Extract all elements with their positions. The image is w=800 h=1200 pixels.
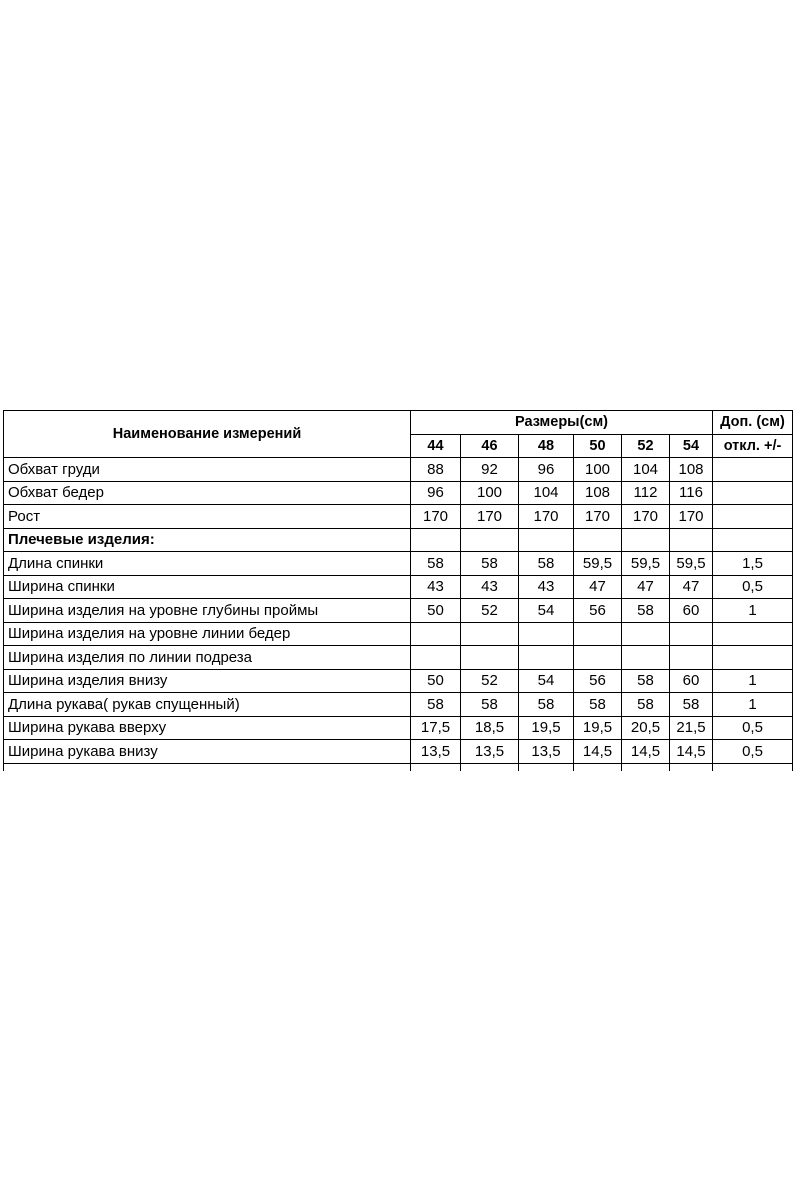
size-value-cell: 52 xyxy=(461,599,519,623)
size-value-cell: 13,5 xyxy=(461,740,519,764)
deviation-cell xyxy=(713,528,793,552)
deviation-cell xyxy=(713,481,793,505)
table-row xyxy=(4,740,793,764)
size-value-cell xyxy=(670,528,713,552)
size-chart-table xyxy=(3,410,793,771)
empty-cell xyxy=(411,763,461,771)
size-value-cell xyxy=(574,622,622,646)
size-value-cell: 170 xyxy=(670,505,713,529)
size-value-cell: 19,5 xyxy=(574,716,622,740)
size-header-cell: 50 xyxy=(574,434,622,458)
size-value-cell: 96 xyxy=(411,481,461,505)
size-value-cell: 108 xyxy=(574,481,622,505)
size-value-cell: 96 xyxy=(519,458,574,482)
size-value-cell: 17,5 xyxy=(411,716,461,740)
size-value-cell xyxy=(622,622,670,646)
measurement-name: Ширина изделия на уровне линии бедер xyxy=(4,622,411,646)
table-row xyxy=(4,716,793,740)
size-value-cell: 59,5 xyxy=(574,552,622,576)
deviation-cell xyxy=(713,622,793,646)
deviation-header-line1: Доп. (см) xyxy=(713,411,793,435)
empty-cell xyxy=(461,763,519,771)
size-value-cell: 59,5 xyxy=(622,552,670,576)
size-value-cell xyxy=(574,528,622,552)
measurement-name: Длина спинки xyxy=(4,552,411,576)
size-value-cell xyxy=(411,528,461,552)
size-value-cell xyxy=(622,646,670,670)
table-row xyxy=(4,481,793,505)
size-value-cell: 56 xyxy=(574,599,622,623)
size-value-cell: 18,5 xyxy=(461,716,519,740)
size-value-cell: 59,5 xyxy=(670,552,713,576)
size-value-cell: 58 xyxy=(622,599,670,623)
size-value-cell xyxy=(670,646,713,670)
size-value-cell xyxy=(411,622,461,646)
deviation-cell: 1 xyxy=(713,669,793,693)
size-value-cell: 14,5 xyxy=(574,740,622,764)
size-value-cell: 170 xyxy=(622,505,670,529)
measurement-name: Ширина рукава вверху xyxy=(4,716,411,740)
deviation-cell xyxy=(713,646,793,670)
size-value-cell: 88 xyxy=(411,458,461,482)
size-value-cell: 170 xyxy=(411,505,461,529)
header-row-1 xyxy=(4,411,793,435)
deviation-cell: 1 xyxy=(713,599,793,623)
size-header-cell: 54 xyxy=(670,434,713,458)
measurement-name: Ширина изделия на уровне глубины проймы xyxy=(4,599,411,623)
size-header-cell: 46 xyxy=(461,434,519,458)
table-row xyxy=(4,693,793,717)
table-row xyxy=(4,669,793,693)
size-value-cell: 112 xyxy=(622,481,670,505)
size-value-cell: 60 xyxy=(670,599,713,623)
deviation-cell xyxy=(713,505,793,529)
size-value-cell: 58 xyxy=(519,552,574,576)
deviation-cell: 1 xyxy=(713,693,793,717)
measurement-name: Ширина изделия по линии подреза xyxy=(4,646,411,670)
deviation-cell: 0,5 xyxy=(713,716,793,740)
measurement-name: Ширина спинки xyxy=(4,575,411,599)
size-chart-body xyxy=(4,411,793,772)
empty-cell xyxy=(574,763,622,771)
deviation-header-line2: откл. +/- xyxy=(713,434,793,458)
section-title: Плечевые изделия: xyxy=(4,528,411,552)
size-value-cell: 60 xyxy=(670,669,713,693)
size-value-cell: 56 xyxy=(574,669,622,693)
size-value-cell: 58 xyxy=(411,693,461,717)
size-value-cell xyxy=(519,646,574,670)
table-row xyxy=(4,552,793,576)
deviation-cell: 0,5 xyxy=(713,740,793,764)
size-value-cell: 52 xyxy=(461,669,519,693)
size-value-cell: 100 xyxy=(461,481,519,505)
table-row xyxy=(4,575,793,599)
size-value-cell: 21,5 xyxy=(670,716,713,740)
size-value-cell: 13,5 xyxy=(411,740,461,764)
size-value-cell xyxy=(461,646,519,670)
size-value-cell: 58 xyxy=(519,693,574,717)
size-value-cell: 92 xyxy=(461,458,519,482)
size-value-cell: 14,5 xyxy=(622,740,670,764)
sizes-header: Размеры(см) xyxy=(411,411,713,435)
size-value-cell: 108 xyxy=(670,458,713,482)
empty-cell xyxy=(622,763,670,771)
deviation-cell: 1,5 xyxy=(713,552,793,576)
size-value-cell: 116 xyxy=(670,481,713,505)
size-value-cell: 104 xyxy=(519,481,574,505)
size-value-cell: 54 xyxy=(519,669,574,693)
size-value-cell: 58 xyxy=(461,552,519,576)
measurement-name: Длина рукава( рукав спущенный) xyxy=(4,693,411,717)
size-value-cell: 58 xyxy=(411,552,461,576)
table-row xyxy=(4,599,793,623)
size-value-cell: 100 xyxy=(574,458,622,482)
size-header-cell: 44 xyxy=(411,434,461,458)
deviation-cell: 0,5 xyxy=(713,575,793,599)
size-value-cell: 58 xyxy=(622,693,670,717)
table-row xyxy=(4,646,793,670)
size-value-cell: 43 xyxy=(519,575,574,599)
empty-cell xyxy=(670,763,713,771)
measurement-name: Ширина рукава внизу xyxy=(4,740,411,764)
size-value-cell: 104 xyxy=(622,458,670,482)
measurement-name: Обхват бедер xyxy=(4,481,411,505)
table-row xyxy=(4,528,793,552)
size-value-cell: 58 xyxy=(461,693,519,717)
size-header-cell: 48 xyxy=(519,434,574,458)
size-value-cell: 20,5 xyxy=(622,716,670,740)
size-value-cell: 47 xyxy=(622,575,670,599)
size-value-cell: 58 xyxy=(574,693,622,717)
size-header-cell: 52 xyxy=(622,434,670,458)
measurement-name: Ширина изделия внизу xyxy=(4,669,411,693)
size-value-cell: 43 xyxy=(461,575,519,599)
measurement-name: Обхват груди xyxy=(4,458,411,482)
size-value-cell xyxy=(622,528,670,552)
table-row xyxy=(4,458,793,482)
size-value-cell: 13,5 xyxy=(519,740,574,764)
size-value-cell xyxy=(461,528,519,552)
empty-cell xyxy=(713,763,793,771)
size-value-cell: 54 xyxy=(519,599,574,623)
table-row xyxy=(4,622,793,646)
size-value-cell xyxy=(519,528,574,552)
size-value-cell: 170 xyxy=(519,505,574,529)
size-value-cell: 47 xyxy=(574,575,622,599)
size-value-cell: 19,5 xyxy=(519,716,574,740)
size-value-cell xyxy=(519,622,574,646)
size-value-cell: 14,5 xyxy=(670,740,713,764)
size-value-cell: 58 xyxy=(622,669,670,693)
size-value-cell: 50 xyxy=(411,669,461,693)
empty-cell xyxy=(519,763,574,771)
size-value-cell xyxy=(670,622,713,646)
deviation-cell xyxy=(713,458,793,482)
size-value-cell xyxy=(574,646,622,670)
size-value-cell: 47 xyxy=(670,575,713,599)
size-value-cell xyxy=(461,622,519,646)
size-value-cell: 58 xyxy=(670,693,713,717)
size-value-cell: 50 xyxy=(411,599,461,623)
measurement-name-header: Наименование измерений xyxy=(4,411,411,458)
table-row xyxy=(4,505,793,529)
size-value-cell: 43 xyxy=(411,575,461,599)
size-value-cell xyxy=(411,646,461,670)
measurement-name: Рост xyxy=(4,505,411,529)
empty-cell xyxy=(4,763,411,771)
table-row-cutoff xyxy=(4,763,793,771)
size-value-cell: 170 xyxy=(574,505,622,529)
size-value-cell: 170 xyxy=(461,505,519,529)
